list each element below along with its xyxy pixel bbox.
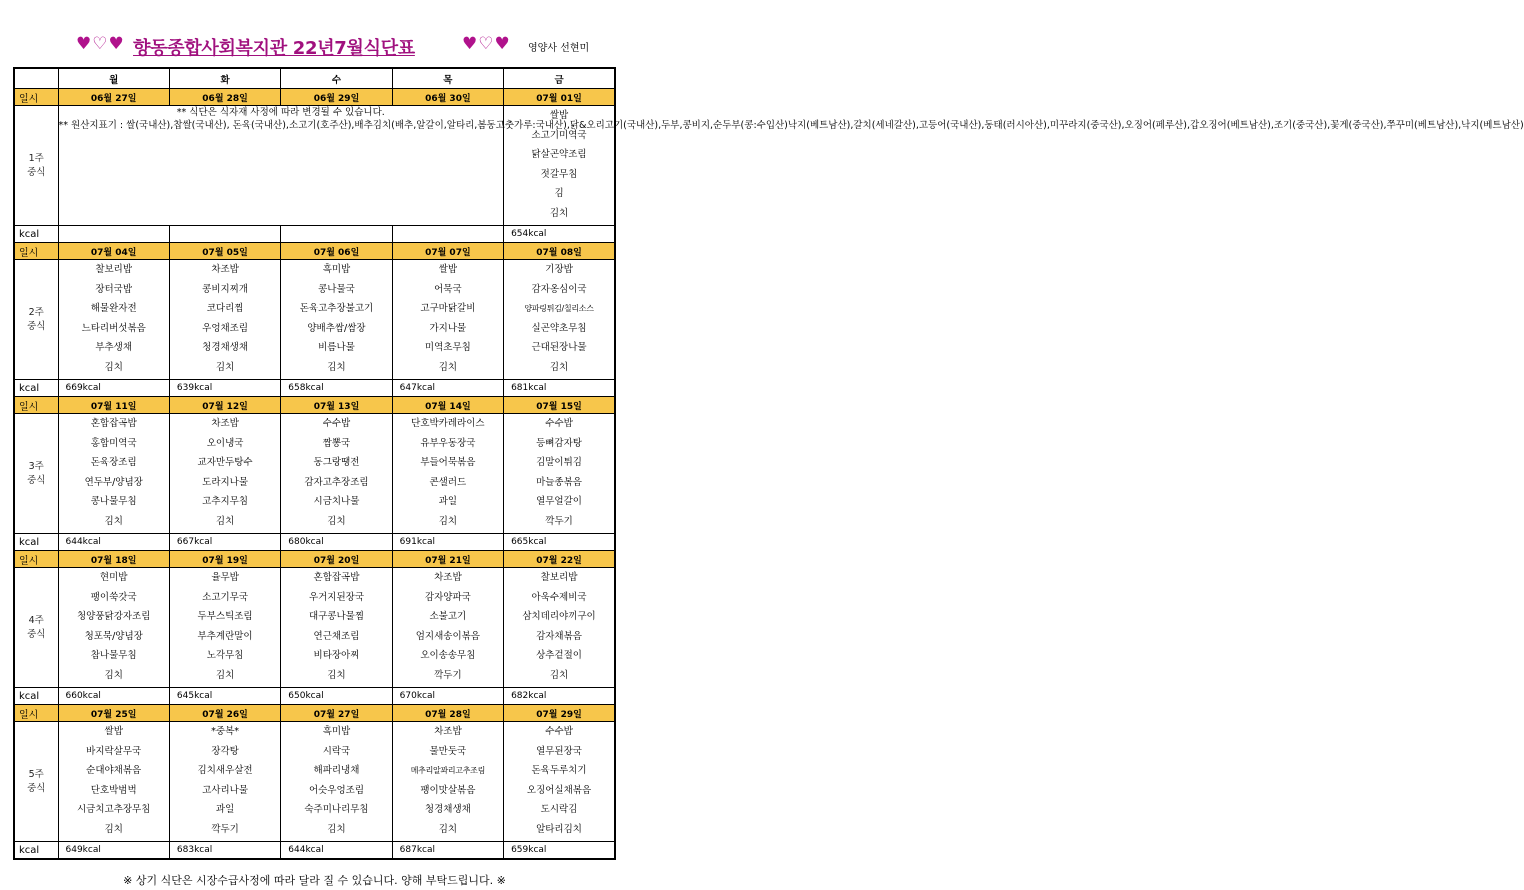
date-cell: 06월 30일 (392, 89, 503, 106)
date-cell: 07월 08일 (504, 243, 615, 260)
dish-item: 우거지된장국 (308, 591, 364, 603)
dish-item: 바지락살무국 (86, 745, 142, 757)
kcal-label: kcal (14, 842, 58, 860)
menu-table (13, 67, 1524, 860)
date-cell: 07월 06일 (281, 243, 392, 260)
menu-cell (392, 722, 503, 842)
dish-item: 참나물무침 (90, 650, 137, 661)
dish-item: 김치 (438, 515, 458, 527)
kcal-cell: 682kcal (504, 688, 615, 705)
kcal-label: kcal (14, 534, 58, 551)
dish-item: 찰보리밥 (540, 572, 578, 583)
dish-item: 감자채볶음 (536, 630, 582, 642)
dish-item: 차조밥 (211, 264, 239, 275)
kcal-row (14, 534, 615, 551)
date-cell: 07월 12일 (169, 397, 280, 414)
dish-item: 과일 (438, 496, 458, 507)
dish-item: 감자양파국 (424, 591, 471, 603)
hearts-right-icon: ♥♡♥ (462, 34, 511, 54)
dish-item: 시금치고추장무침 (76, 804, 151, 815)
dish-item: 쌀밥 (104, 726, 123, 737)
dish-item: 김치 (438, 361, 458, 373)
dish-item: 수수밥 (545, 418, 573, 429)
dish-item: 소불고기 (429, 611, 467, 622)
date-label: 일시 (14, 89, 58, 106)
dish-item: 장각탕 (211, 745, 239, 757)
date-cell: 06월 28일 (169, 89, 280, 106)
kcal-cell: 665kcal (504, 534, 615, 551)
date-cell: 07월 01일 (504, 89, 615, 106)
dish-item: 시락국 (322, 745, 351, 757)
menu-cell (504, 722, 615, 842)
menu-cell (281, 414, 392, 534)
menu-cell (392, 414, 503, 534)
dish-item: 과일 (215, 804, 235, 815)
menu-cell (58, 722, 169, 842)
week-label: 3주 중식 (14, 414, 58, 534)
kcal-cell: 644kcal (58, 534, 169, 551)
dish-item: 순대야채볶음 (86, 765, 142, 776)
dish-item: 돈육두루치기 (531, 765, 587, 776)
dish-item: 소고기미역국 (531, 129, 587, 141)
dish-item: 차조밥 (434, 572, 462, 583)
dish-item: 엄지새송이볶음 (415, 630, 480, 642)
kcal-cell: 650kcal (281, 688, 392, 705)
dish-item: 청경채생채 (202, 342, 249, 353)
dish-item: 오이냉국 (206, 437, 244, 449)
dish-item: 장터국밥 (95, 283, 133, 295)
menu-cell (281, 260, 392, 380)
dish-item: 김치 (104, 361, 123, 373)
menu-cell (169, 414, 280, 534)
dish-item: 감자고추장조림 (304, 476, 369, 488)
dish-item: 부추계란말이 (197, 630, 253, 642)
dish-item: 부들어묵볶음 (420, 457, 476, 468)
date-label: 일시 (14, 551, 58, 568)
dish-item: 고추지무침 (202, 496, 249, 507)
dish-item: 청양풍닭강자조림 (76, 611, 151, 622)
dish-item: 콩나물국 (318, 283, 355, 295)
kcal-cell (169, 226, 280, 243)
notice-line: ** 원산지표기 : 쌀(국내산),찹쌀(국내산), 돈육(국내산),소고기(호주산),배추김치(배추,알갈이,알타리,봄동고춧가루:국내산),닭&오리고기(국내산),두부,콩비지,순두부(콩:수입산)낙지(베트남산),갈치(세네갈산),고등어(국내산),동태(러시아산),미꾸라지(중국산),오징어(페루산),갑오징어(베트남산),조기(중국산),꽃게(중국산),쭈꾸미(베트남산),낙지(베트남산) (58, 120, 1524, 131)
dish-item: 메추리알꽈리고추조림 (410, 766, 485, 775)
dish-item: 도라지나물 (202, 476, 249, 488)
kcal-row (14, 226, 615, 243)
menu-cell (169, 568, 280, 688)
kcal-cell: 687kcal (392, 842, 503, 860)
dish-item: 연근채조림 (313, 630, 360, 642)
kcal-cell: 681kcal (504, 380, 615, 397)
dish-item: 코다리찜 (206, 303, 244, 314)
dish-item: 돈육장조림 (90, 457, 137, 468)
date-cell: 07월 14일 (392, 397, 503, 414)
dish-item: 감자옹심이국 (531, 283, 587, 295)
dish-item: 콘샐러드 (429, 476, 467, 488)
food-row (14, 260, 615, 380)
dish-item: 열무된장국 (536, 745, 582, 757)
dish-item: 김 (554, 188, 564, 199)
date-label: 일시 (14, 705, 58, 722)
date-cell: 07월 04일 (58, 243, 169, 260)
weekday-header: 수 (281, 68, 392, 89)
notice-line: ** 식단은 식자재 사정에 따라 변경될 수 있습니다. (176, 107, 385, 118)
dish-item: 실곤약초무침 (531, 322, 587, 334)
menu-body (14, 68, 1524, 859)
food-row (14, 106, 615, 226)
kcal-cell (392, 226, 503, 243)
dish-item: 깍두기 (545, 515, 573, 527)
dish-item: 찰보리밥 (95, 264, 133, 275)
hearts-left-icon: ♥♡♥ (76, 34, 125, 54)
food-row (14, 722, 615, 842)
dish-item: 김치 (327, 361, 346, 373)
menu-cell (58, 414, 169, 534)
dish-item: 김치 (104, 669, 123, 681)
dish-item: 깍두기 (434, 669, 462, 681)
date-label: 일시 (14, 243, 58, 260)
date-cell: 07월 21일 (392, 551, 503, 568)
date-cell: 07월 20일 (281, 551, 392, 568)
dish-item: 팽이쑥갓국 (90, 591, 137, 603)
date-cell: 07월 19일 (169, 551, 280, 568)
dish-item: 근대된장나물 (531, 342, 587, 353)
dish-item: 아욱수제비국 (531, 591, 587, 603)
dish-item: 혼합잡곡밥 (90, 418, 137, 429)
dish-item: 소고기무국 (202, 591, 249, 603)
dish-item: 고구마닭갈비 (420, 303, 476, 314)
kcal-cell: 654kcal (504, 226, 615, 243)
menu-cell (392, 260, 503, 380)
dish-item: 숙주미나리무침 (304, 804, 369, 815)
menu-cell (58, 568, 169, 688)
dish-item: 홍합미역국 (90, 437, 137, 449)
date-row (14, 551, 615, 568)
dish-item: 닭살곤약조림 (531, 149, 587, 160)
dish-item: 알타리김치 (536, 823, 582, 835)
dish-item: 김치 (104, 823, 123, 835)
dish-item: 청포묵/양념장 (84, 630, 143, 642)
dish-item: 물만둣국 (429, 745, 467, 757)
kcal-label: kcal (14, 226, 58, 243)
dish-item: 김치새우살전 (197, 765, 253, 776)
week-label: 2주 중식 (14, 260, 58, 380)
date-row (14, 705, 615, 722)
dish-item: 차조밥 (434, 726, 462, 737)
date-cell: 07월 13일 (281, 397, 392, 414)
dish-item: 김말이튀김 (536, 457, 582, 468)
date-cell: 07월 25일 (58, 705, 169, 722)
dish-item: 율무밥 (211, 572, 239, 583)
dish-item: 등뼈감자탕 (536, 437, 582, 449)
dish-item: 짬뽕국 (322, 437, 351, 449)
dish-item: 수수밥 (322, 418, 351, 429)
week-label: 4주 중식 (14, 568, 58, 688)
kcal-cell: 691kcal (392, 534, 503, 551)
dish-item: 단호박범벅 (90, 784, 137, 796)
dish-item: 김치 (215, 669, 235, 681)
kcal-label: kcal (14, 688, 58, 705)
kcal-row (14, 688, 615, 705)
menu-cell (169, 722, 280, 842)
kcal-cell: 683kcal (169, 842, 280, 860)
week-label: 5주 중식 (14, 722, 58, 842)
dish-item: 마늘종볶음 (536, 476, 582, 488)
header-corner (14, 68, 58, 89)
dish-item: 김치 (327, 823, 346, 835)
dish-item: 교자만두탕수 (197, 457, 253, 468)
menu-cell (281, 568, 392, 688)
dish-item: 가지나물 (429, 322, 467, 334)
dish-item: 흑미밥 (322, 264, 351, 275)
dish-item: 단호박카레라이스 (411, 418, 485, 429)
dish-item: 콩비지찌개 (202, 283, 249, 295)
dish-item: 쌀밥 (438, 264, 458, 275)
dish-item: 김치 (549, 669, 569, 681)
food-row (14, 568, 615, 688)
kcal-cell: 659kcal (504, 842, 615, 860)
dish-item: 시금치나물 (313, 496, 360, 507)
dish-item: 젓갈무침 (540, 168, 578, 180)
dish-item: 쌀밥 (549, 110, 569, 121)
dish-item: 기장밥 (545, 264, 573, 275)
dish-item: 콩나물무침 (90, 496, 137, 507)
dish-item: 연두부/양념장 (84, 476, 143, 488)
dish-item: 고사리나물 (202, 784, 249, 796)
dish-item: 김치 (215, 361, 235, 373)
kcal-cell: 647kcal (392, 380, 503, 397)
dish-item: 도시락김 (540, 804, 578, 815)
kcal-cell: 644kcal (281, 842, 392, 860)
dish-item: 김치 (549, 361, 569, 373)
date-cell: 07월 27일 (281, 705, 392, 722)
date-row (14, 397, 615, 414)
dish-item: 양파링튀김/칠리소스 (524, 304, 594, 313)
dish-item: 두부스틱조림 (197, 611, 253, 622)
kcal-cell: 680kcal (281, 534, 392, 551)
menu-cell (504, 568, 615, 688)
date-cell: 07월 29일 (504, 705, 615, 722)
dish-item: 어슷우엉조림 (308, 784, 364, 796)
dish-item: 해물완자전 (90, 303, 137, 314)
dish-item: 비름나물 (318, 342, 355, 353)
kcal-cell: 649kcal (58, 842, 169, 860)
dish-item: 어묵국 (434, 283, 462, 295)
dish-item: 느타리버섯볶음 (81, 322, 146, 334)
date-cell: 07월 11일 (58, 397, 169, 414)
dish-item: 돈육고추장불고기 (299, 303, 374, 314)
author-label: 영양사 선현미 (528, 43, 590, 54)
dish-item: 김치 (215, 515, 235, 527)
dish-item: *중복* (211, 726, 240, 737)
date-cell: 06월 27일 (58, 89, 169, 106)
dish-item: 상추겉절이 (536, 650, 582, 661)
menu-cell (169, 260, 280, 380)
date-cell: 07월 28일 (392, 705, 503, 722)
dish-item: 흑미밥 (322, 726, 351, 737)
kcal-cell: 667kcal (169, 534, 280, 551)
menu-cell (392, 568, 503, 688)
date-cell: 07월 05일 (169, 243, 280, 260)
dish-item: 깍두기 (211, 823, 239, 835)
dish-item: 청경채생채 (424, 804, 471, 815)
dish-item: 김치 (327, 669, 346, 681)
dish-item: 비타장아찌 (313, 650, 360, 661)
dish-item: 차조밥 (211, 418, 239, 429)
dish-item: 수수밥 (545, 726, 573, 737)
dish-item: 대구콩나물찜 (308, 611, 364, 622)
kcal-cell: 660kcal (58, 688, 169, 705)
dish-item: 유부우동장국 (420, 437, 476, 449)
weekday-header-row (14, 68, 615, 89)
dish-item: 현미밥 (99, 572, 128, 583)
dish-item: 해파리냉채 (313, 765, 360, 776)
kcal-cell (58, 226, 169, 243)
kcal-row (14, 842, 615, 860)
dish-item: 김치 (327, 515, 346, 527)
dish-item: 양배추쌈/쌈장 (307, 322, 366, 334)
kcal-cell: 639kcal (169, 380, 280, 397)
dish-item: 김치 (438, 823, 458, 835)
kcal-cell (281, 226, 392, 243)
menu-cell (58, 260, 169, 380)
date-cell: 06월 29일 (281, 89, 392, 106)
footer-note: ※ 상기 식단은 시장수급사정에 따라 달라 질 수 있습니다. 양해 부탁드립니다. ※ (123, 874, 506, 887)
dish-item: 동그랑땡전 (313, 457, 360, 468)
dish-item: 오징어실채볶음 (526, 784, 592, 796)
date-cell: 07월 15일 (504, 397, 615, 414)
dish-item: 팽이맛살볶음 (420, 784, 476, 796)
food-row (14, 414, 615, 534)
dish-item: 김치 (549, 207, 569, 219)
page-title: 향동종합사회복지관 22년7월식단표 (133, 38, 415, 59)
dish-item: 오이송송무침 (420, 650, 476, 661)
dish-item: 혼합잡곡밥 (313, 572, 360, 583)
dish-item: 노각무침 (206, 650, 244, 661)
dish-item: 우엉채조림 (202, 322, 249, 334)
menu-cell (504, 260, 615, 380)
date-cell: 07월 26일 (169, 705, 280, 722)
kcal-cell: 669kcal (58, 380, 169, 397)
title-row (0, 30, 629, 60)
date-cell: 07월 07일 (392, 243, 503, 260)
dish-item: 열무얼갈이 (536, 496, 582, 507)
dish-item: 김치 (104, 515, 123, 527)
date-row (14, 243, 615, 260)
week-label: 1주 중식 (14, 106, 58, 226)
weekday-header: 화 (169, 68, 280, 89)
dish-item: 삼치데리야끼구이 (522, 611, 596, 622)
weekday-header: 월 (58, 68, 169, 89)
weekday-header: 금 (504, 68, 615, 89)
menu-cell (281, 722, 392, 842)
kcal-cell: 645kcal (169, 688, 280, 705)
date-row (14, 89, 615, 106)
kcal-cell: 658kcal (281, 380, 392, 397)
dish-item: 미역초무침 (424, 342, 471, 353)
date-label: 일시 (14, 397, 58, 414)
date-cell: 07월 22일 (504, 551, 615, 568)
weekday-header: 목 (392, 68, 503, 89)
kcal-cell: 670kcal (392, 688, 503, 705)
kcal-row (14, 380, 615, 397)
dish-item: 부추생채 (95, 342, 133, 353)
kcal-label: kcal (14, 380, 58, 397)
date-cell: 07월 18일 (58, 551, 169, 568)
menu-cell (504, 414, 615, 534)
